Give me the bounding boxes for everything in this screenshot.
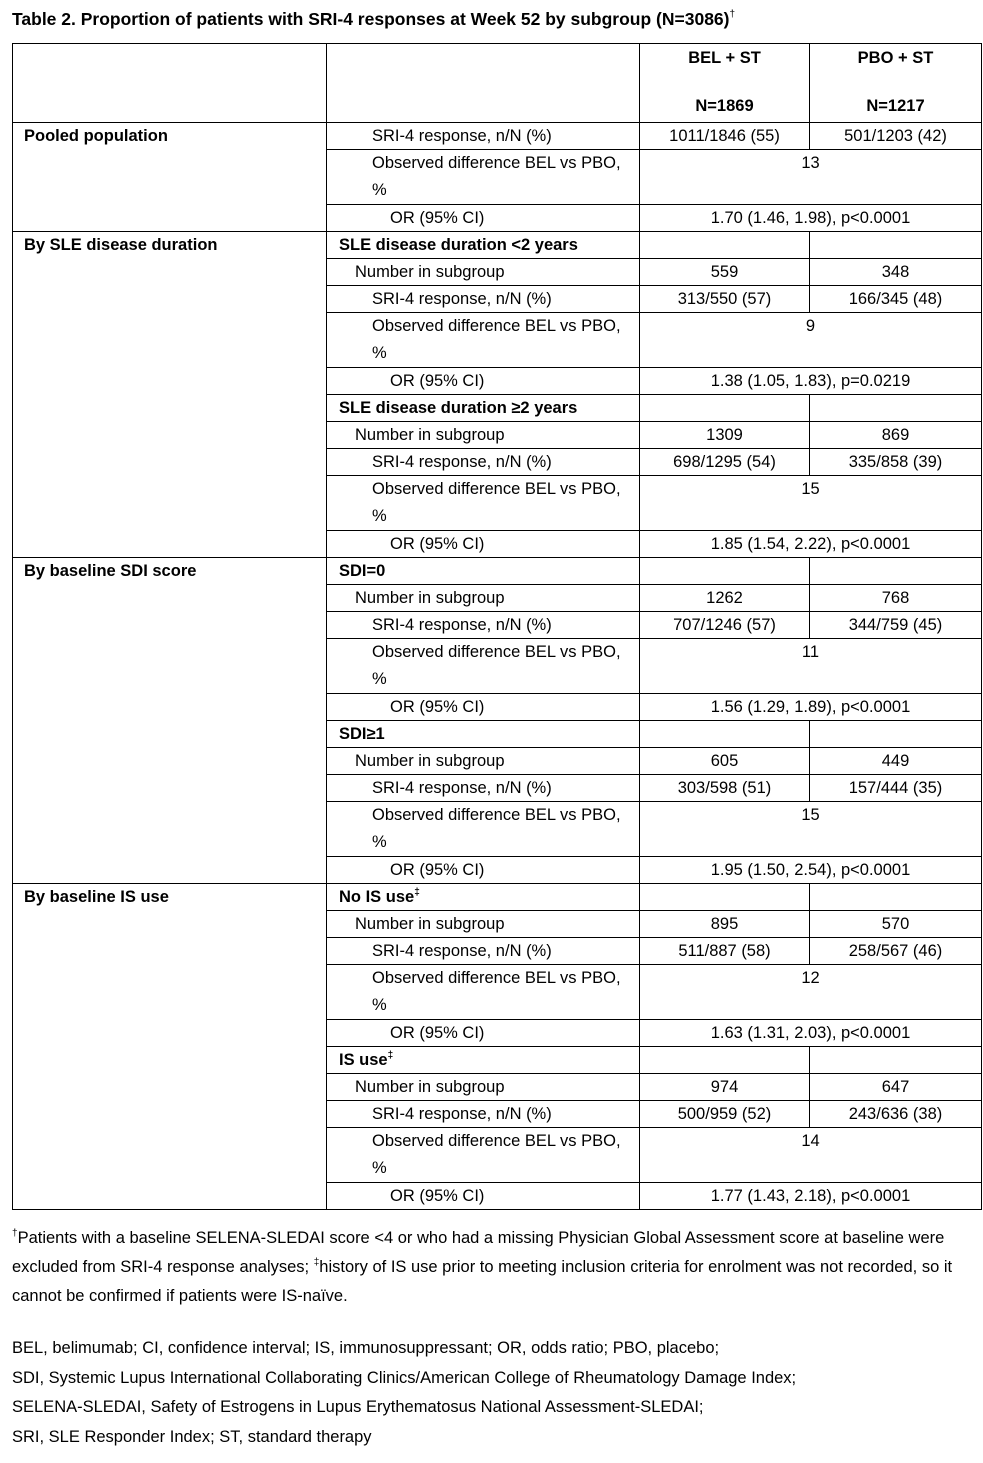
header-blank-2	[327, 44, 640, 123]
number-pbo-value: 869	[810, 422, 982, 449]
subgroup-label	[327, 558, 640, 585]
abbreviations	[12, 1334, 977, 1452]
obs-label: Observed difference BEL vs PBO, %	[327, 313, 640, 368]
sri-pbo-value: 258/567 (46)	[810, 938, 982, 965]
subgroup-label-text: No IS use	[339, 888, 415, 906]
footnote-mark-double-dagger: ‡	[313, 1257, 320, 1268]
footnote-text-2: history of IS use prior to meeting inclusion criteria for enrolment was not recorded, so it cannot be confirmed if patients were IS-naïve.	[12, 1258, 953, 1305]
or-value: 1.95 (1.50, 2.54), p<0.0001	[640, 857, 982, 884]
or-value: 1.38 (1.05, 1.83), p=0.0219	[640, 368, 982, 395]
sri-bel-value: 1011/1846 (55)	[640, 123, 810, 150]
number-bel-value: 605	[640, 748, 810, 775]
subgroup-label	[327, 395, 640, 422]
empty-pbo-cell	[810, 558, 982, 585]
header-row	[13, 44, 982, 123]
subgroup-header-row	[13, 884, 982, 911]
empty-bel-cell	[640, 395, 810, 422]
empty-bel-cell	[640, 558, 810, 585]
number-bel-value: 1262	[640, 585, 810, 612]
or-label: OR (95% CI)	[327, 1183, 640, 1210]
sri-pbo-value: 344/759 (45)	[810, 612, 982, 639]
empty-pbo-cell	[810, 721, 982, 748]
sri-label: SRI-4 response, n/N (%)	[327, 1101, 640, 1128]
sri-bel-value: 313/550 (57)	[640, 286, 810, 313]
table-title: Table 2. Proportion of patients with SRI-4 responses at Week 52 by subgroup (N=3086)†	[12, 9, 736, 29]
or-label: OR (95% CI)	[327, 857, 640, 884]
subgroup-label-text: IS use	[339, 1051, 388, 1069]
number-pbo-value: 647	[810, 1074, 982, 1101]
footnote-mark-dagger: †	[12, 1228, 18, 1239]
obs-label: Observed difference BEL vs PBO, %	[327, 1128, 640, 1183]
sri-label: SRI-4 response, n/N (%)	[327, 123, 640, 150]
sri-bel-value: 707/1246 (57)	[640, 612, 810, 639]
or-value: 1.85 (1.54, 2.22), p<0.0001	[640, 531, 982, 558]
abbreviation-line: SDI, Systemic Lupus International Collaborating Clinics/American College of Rheumatology Damage Index;	[12, 1368, 797, 1387]
obs-value: 13	[640, 150, 982, 205]
subgroup-label-text: SLE disease duration ≥2 years	[339, 399, 578, 417]
sri-bel-value: 303/598 (51)	[640, 775, 810, 802]
or-value: 1.77 (1.43, 2.18), p<0.0001	[640, 1183, 982, 1210]
obs-value: 11	[640, 639, 982, 694]
sri-label: SRI-4 response, n/N (%)	[327, 775, 640, 802]
number-bel-value: 974	[640, 1074, 810, 1101]
sri-bel-value: 500/959 (52)	[640, 1101, 810, 1128]
obs-value: 9	[640, 313, 982, 368]
sri-label: SRI-4 response, n/N (%)	[327, 938, 640, 965]
empty-pbo-cell	[810, 395, 982, 422]
sri-pbo-value: 157/444 (35)	[810, 775, 982, 802]
number-pbo-value: 348	[810, 259, 982, 286]
footnote-text-1: Patients with a baseline SELENA-SLEDAI score <4 or who had a missing Physician Global Assessment score at baseline were excluded from SRI-4 response analyses;	[12, 1229, 945, 1276]
sri-pbo-value: 243/636 (38)	[810, 1101, 982, 1128]
obs-label: Observed difference BEL vs PBO, %	[327, 150, 640, 205]
subgroup-header-row	[13, 232, 982, 259]
empty-bel-cell	[640, 232, 810, 259]
obs-value: 12	[640, 965, 982, 1020]
subgroup-label	[327, 884, 640, 911]
header-bel: BEL + ST N=1869	[640, 44, 810, 123]
subgroup-label	[327, 232, 640, 259]
number-label: Number in subgroup	[327, 911, 640, 938]
header-blank-1	[13, 44, 327, 123]
or-label: OR (95% CI)	[327, 205, 640, 232]
number-bel-value: 559	[640, 259, 810, 286]
subgroup-header-row	[13, 558, 982, 585]
obs-value: 15	[640, 476, 982, 531]
or-label: OR (95% CI)	[327, 368, 640, 395]
title-footnote-mark: †	[729, 9, 736, 20]
or-label: OR (95% CI)	[327, 694, 640, 721]
number-pbo-value: 449	[810, 748, 982, 775]
empty-bel-cell	[640, 884, 810, 911]
category-label: By baseline SDI score	[13, 558, 327, 884]
number-label: Number in subgroup	[327, 585, 640, 612]
sri-bel-value: 511/887 (58)	[640, 938, 810, 965]
obs-label: Observed difference BEL vs PBO, %	[327, 802, 640, 857]
number-label: Number in subgroup	[327, 422, 640, 449]
subgroup-label-text: SDI=0	[339, 562, 386, 580]
empty-pbo-cell	[810, 884, 982, 911]
footnote	[12, 1224, 972, 1311]
sri-pbo-value: 335/858 (39)	[810, 449, 982, 476]
obs-label: Observed difference BEL vs PBO, %	[327, 639, 640, 694]
sri-label: SRI-4 response, n/N (%)	[327, 449, 640, 476]
or-value: 1.70 (1.46, 1.98), p<0.0001	[640, 205, 982, 232]
number-label: Number in subgroup	[327, 748, 640, 775]
subgroup-label-text: SDI≥1	[339, 725, 385, 743]
number-pbo-value: 570	[810, 911, 982, 938]
or-label: OR (95% CI)	[327, 531, 640, 558]
number-bel-value: 895	[640, 911, 810, 938]
subgroup-label-text: SLE disease duration <2 years	[339, 236, 578, 254]
empty-bel-cell	[640, 1047, 810, 1074]
obs-value: 14	[640, 1128, 982, 1183]
sri-bel-value: 698/1295 (54)	[640, 449, 810, 476]
sri-pbo-value: 501/1203 (42)	[810, 123, 982, 150]
or-value: 1.63 (1.31, 2.03), p<0.0001	[640, 1020, 982, 1047]
number-bel-value: 1309	[640, 422, 810, 449]
subgroup-label	[327, 721, 640, 748]
category-label: By SLE disease duration	[13, 232, 327, 558]
number-pbo-value: 768	[810, 585, 982, 612]
obs-label: Observed difference BEL vs PBO, %	[327, 965, 640, 1020]
sri-label: SRI-4 response, n/N (%)	[327, 612, 640, 639]
subgroup-footnote-mark: ‡	[387, 1050, 394, 1061]
sri-label: SRI-4 response, n/N (%)	[327, 286, 640, 313]
subgroup-label	[327, 1047, 640, 1074]
category-label: Pooled population	[13, 123, 327, 232]
subgroup-footnote-mark: ‡	[414, 887, 420, 898]
empty-pbo-cell	[810, 232, 982, 259]
abbreviation-line: BEL, belimumab; CI, confidence interval; IS, immunosuppressant; OR, odds ratio; PBO, placebo;	[12, 1339, 720, 1357]
category-label: By baseline IS use	[13, 884, 327, 1210]
abbreviation-line: SELENA-SLEDAI, Safety of Estrogens in Lupus Erythematosus National Assessment-SLEDAI;	[12, 1398, 704, 1416]
pooled-sri-row	[13, 123, 982, 150]
results-table	[12, 43, 982, 1210]
abbreviation-line: SRI, SLE Responder Index; ST, standard therapy	[12, 1427, 372, 1446]
or-value: 1.56 (1.29, 1.89), p<0.0001	[640, 694, 982, 721]
obs-label: Observed difference BEL vs PBO, %	[327, 476, 640, 531]
or-label: OR (95% CI)	[327, 1020, 640, 1047]
sri-pbo-value: 166/345 (48)	[810, 286, 982, 313]
empty-pbo-cell	[810, 1047, 982, 1074]
number-label: Number in subgroup	[327, 1074, 640, 1101]
empty-bel-cell	[640, 721, 810, 748]
number-label: Number in subgroup	[327, 259, 640, 286]
obs-value: 15	[640, 802, 982, 857]
header-pbo: PBO + ST N=1217	[810, 44, 982, 123]
